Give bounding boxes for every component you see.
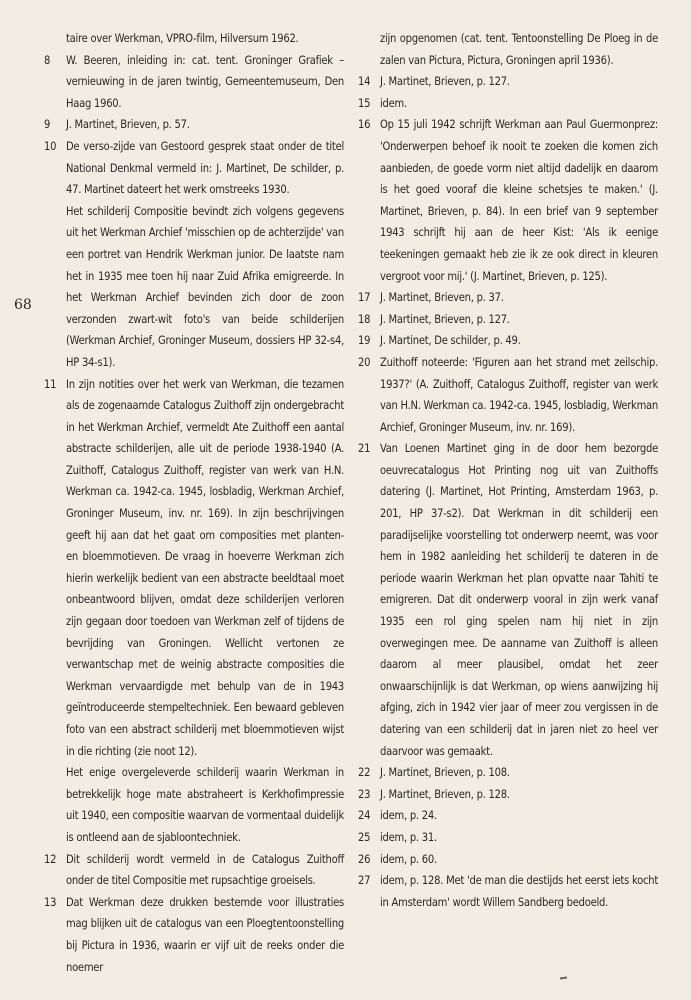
footnote bbox=[358, 114, 658, 287]
footnote-text: Op 15 juli 1942 schrijft Werkman aan Paul Guermonprez: 'Onderwerpen behoef ik nooit te zoeken die komen zich aanbieden, de goede vorm niet altijd dadelijk en daarom is het goed vooraf die kleine schetsjes te maken.' (J. Martinet, Brieven, p. 84). In een brief van 9 september 1943 schrijft hij aan de heer Kist: 'Als ik eenige teekeningen gemaakt heb zie ik ze ook direct in kleuren vergroot voor mij.' (J. Martinet, Brieven, p. 125). bbox=[380, 118, 658, 283]
page-number: 68 bbox=[14, 297, 32, 313]
footnote-number: 20 bbox=[358, 355, 371, 369]
footnote-number: 18 bbox=[358, 312, 371, 326]
footnote-text: Het enige overgeleverde schilderij waarin Werkman in betrekkelijk hoge mate abstraheert is Kerkhofimpressie uit 1940, een compositie waarvan de vormentaal duidelijk is ontleend aan de sjabloontechniek. bbox=[66, 766, 344, 844]
footnote bbox=[358, 287, 658, 309]
footnote bbox=[358, 71, 658, 93]
footnote bbox=[358, 762, 658, 784]
footnote-number: 11 bbox=[44, 377, 57, 391]
footnote-text: Zuithoff noteerde: 'Figuren aan het strand met zeilschip. 1937?' (A. Zuithoff, Catalogus Zuithoff, register van werk van H.N. Werkman ca. 1942-ca. 1945, losbladig, Werkman Archief, Groninger Museum, inv. nr. 169). bbox=[380, 355, 658, 434]
footnote-text: Dat Werkman deze drukken bestemde voor illustraties mag blijken uit de catalogus van een Ploegtentoonstelling bij Pictura in 1936, waarin er vijf uit de reeks onder die noemer bbox=[66, 895, 344, 974]
footnote bbox=[358, 784, 658, 806]
footnote bbox=[358, 309, 658, 331]
footnote-number: 24 bbox=[358, 809, 371, 823]
footnote bbox=[358, 827, 658, 849]
footnote-number: 16 bbox=[358, 118, 371, 132]
footnote-number: 10 bbox=[44, 139, 57, 153]
footnote-text: Dit schilderij wordt vermeld in de Catalogus Zuithoff onder de titel Compositie met rupsachtige groeisels. bbox=[66, 852, 344, 888]
footnote-number: 25 bbox=[358, 830, 371, 844]
footnote bbox=[358, 93, 658, 115]
footnote-text: J. Martinet, Brieven, p. 57. bbox=[66, 118, 190, 132]
footnote-text: De verso-zijde van Gestoord gesprek staat onder de titel National Denkmal vermeld in: J. Martinet, De schilder, p. 47. Martinet dateert het werk omstreeks 1930. bbox=[66, 139, 344, 197]
footnote-text: J. Martinet, Brieven, p. 128. bbox=[380, 787, 510, 801]
footnote-number: 21 bbox=[358, 442, 371, 456]
footnote-number: 14 bbox=[358, 75, 371, 89]
footnote bbox=[44, 114, 344, 136]
footnote-number: 17 bbox=[358, 291, 371, 305]
footnote bbox=[358, 805, 658, 827]
footnote-text: Het schilderij Compositie bevindt zich volgens gegevens uit het Werkman Archief 'misschien op de achterzijde' van een portret van Hendrik Werkman junior. De laatste nam het in 1935 mee toen hij naar Zuid Afrika emigreerde. In het Werkman Archief bevinden zich door de zoon verzonden zwart-wit foto's van beide schilderijen (Werkman Archief, Groninger Museum, dossiers HP 32-s4, HP 34-s1). bbox=[66, 204, 344, 369]
footnote bbox=[44, 892, 344, 978]
footnote-text: zijn opgenomen (cat. tent. Tentoonstelling De Ploeg in de zalen van Pictura, Pictura, Groningen april 1936). bbox=[380, 32, 658, 67]
footnote-number: 23 bbox=[358, 787, 371, 801]
footnote-number: 19 bbox=[358, 334, 371, 348]
footnote-text: taire over Werkman, VPRO-film, Hilversum 1962. bbox=[66, 32, 299, 45]
footnote bbox=[44, 28, 344, 50]
footnote-text: idem, p. 60. bbox=[380, 852, 437, 866]
footnote-number: 8 bbox=[44, 53, 51, 67]
footnote-number: 13 bbox=[44, 895, 57, 909]
footnote-text: W. Beeren, inleiding in: cat. tent. Groninger Grafiek – vernieuwing in de jaren twintig, Gemeentemuseum, Den Haag 1960. bbox=[66, 53, 344, 110]
footnotes-right-column bbox=[358, 28, 658, 913]
footnote-text: J. Martinet, De schilder, p. 49. bbox=[380, 334, 521, 348]
footnote-text: In zijn notities over het werk van Werkman, die tezamen als de zogenaamde Catalogus Zuithoff zijn ondergebracht in het Werkman Archief, vermeldt Ate Zuithoff een aantal abstracte schilderijen, alle uit de periode 1938-1940 (A. Zuithoff, Catalogus Zuithoff, register van werk van H.N. Werkman ca. 1942-ca. 1945, losbladig, Werkman Archief, Groninger Museum, inv. nr. 169). In zijn beschrijvingen geeft hij aan dat het gaat om composities met planten- en bloemmotieven. De vraag in hoeverre Werkman zich hierin werkelijk bedient van een abstracte beeldtaal moet onbeantwoord blijven, omdat deze schilderijen verloren zijn gegaan door toedoen van Werkman zelf of tijdens de bevrijding van Groningen. Wellicht vertonen ze verwantschap met de weinig abstracte composities die Werkman vervaardigde met behulp van de in 1943 geïntroduceerde stempeltechniek. Een bewaard gebleven foto van een abstract schilderij met bloemmotieven wijst in die richting (zie noot 12). bbox=[66, 377, 344, 758]
footnote bbox=[44, 849, 344, 892]
footnote-number: 12 bbox=[44, 852, 57, 866]
footnote bbox=[358, 870, 658, 913]
footnote-text: idem, p. 24. bbox=[380, 809, 437, 823]
footnote-text: idem, p. 31. bbox=[380, 830, 437, 844]
footnote-text: idem, p. 128. Met 'de man die destijds het eerst iets kocht in Amsterdam' wordt Willem Sandberg bedoeld. bbox=[380, 874, 658, 909]
page-mark bbox=[560, 977, 567, 980]
footnote-number: 15 bbox=[358, 96, 371, 110]
footnote bbox=[358, 438, 658, 762]
footnote-text: J. Martinet, Brieven, p. 127. bbox=[380, 312, 510, 326]
footnote-text: Van Loenen Martinet ging in de door hem bezorgde oeuvrecatalogus Hot Printing nog uit van Zuithoffs datering (J. Martinet, Hot Printing, Amsterdam 1963, p. 201, HP 37-s2). Dat Werkman in dit schilderij een paradijselijke voorstelling tot onderwerp neemt, was voor hem in 1982 aanleiding het schilderij te dateren in de periode waarin Werkman het plan opvatte naar Tahiti te emigreren. Dat dit onderwerp vooral in zijn werk vanaf 1935 een rol ging spelen nam hij niet in zijn overwegingen mee. De aanname van Zuithoff is alleen daarom al meer plausibel, omdat het zeer onwaarschijnlijk is dat Werkman, op wiens aanwijzing hij afging, zich in 1942 vier jaar of meer zou vergissen in de datering van een schilderij dat in jaren niet zo heel ver daarvoor was gemaakt. bbox=[380, 442, 658, 758]
footnote-text: idem. bbox=[380, 96, 407, 110]
footnote bbox=[358, 330, 658, 352]
footnote-text: J. Martinet, Brieven, p. 127. bbox=[380, 75, 510, 89]
footnote-number: 9 bbox=[44, 118, 51, 132]
footnotes-left-column bbox=[44, 28, 344, 978]
footnote bbox=[44, 50, 344, 115]
footnote-text: J. Martinet, Brieven, p. 37. bbox=[380, 291, 504, 305]
footnote-text: J. Martinet, Brieven, p. 108. bbox=[380, 766, 510, 780]
footnote bbox=[358, 849, 658, 871]
footnote-number: 27 bbox=[358, 874, 371, 888]
footnote-number: 22 bbox=[358, 766, 371, 780]
footnote bbox=[44, 136, 344, 374]
footnote-number: 26 bbox=[358, 852, 371, 866]
footnote bbox=[358, 28, 658, 71]
footnote bbox=[44, 374, 344, 849]
footnote bbox=[358, 352, 658, 438]
